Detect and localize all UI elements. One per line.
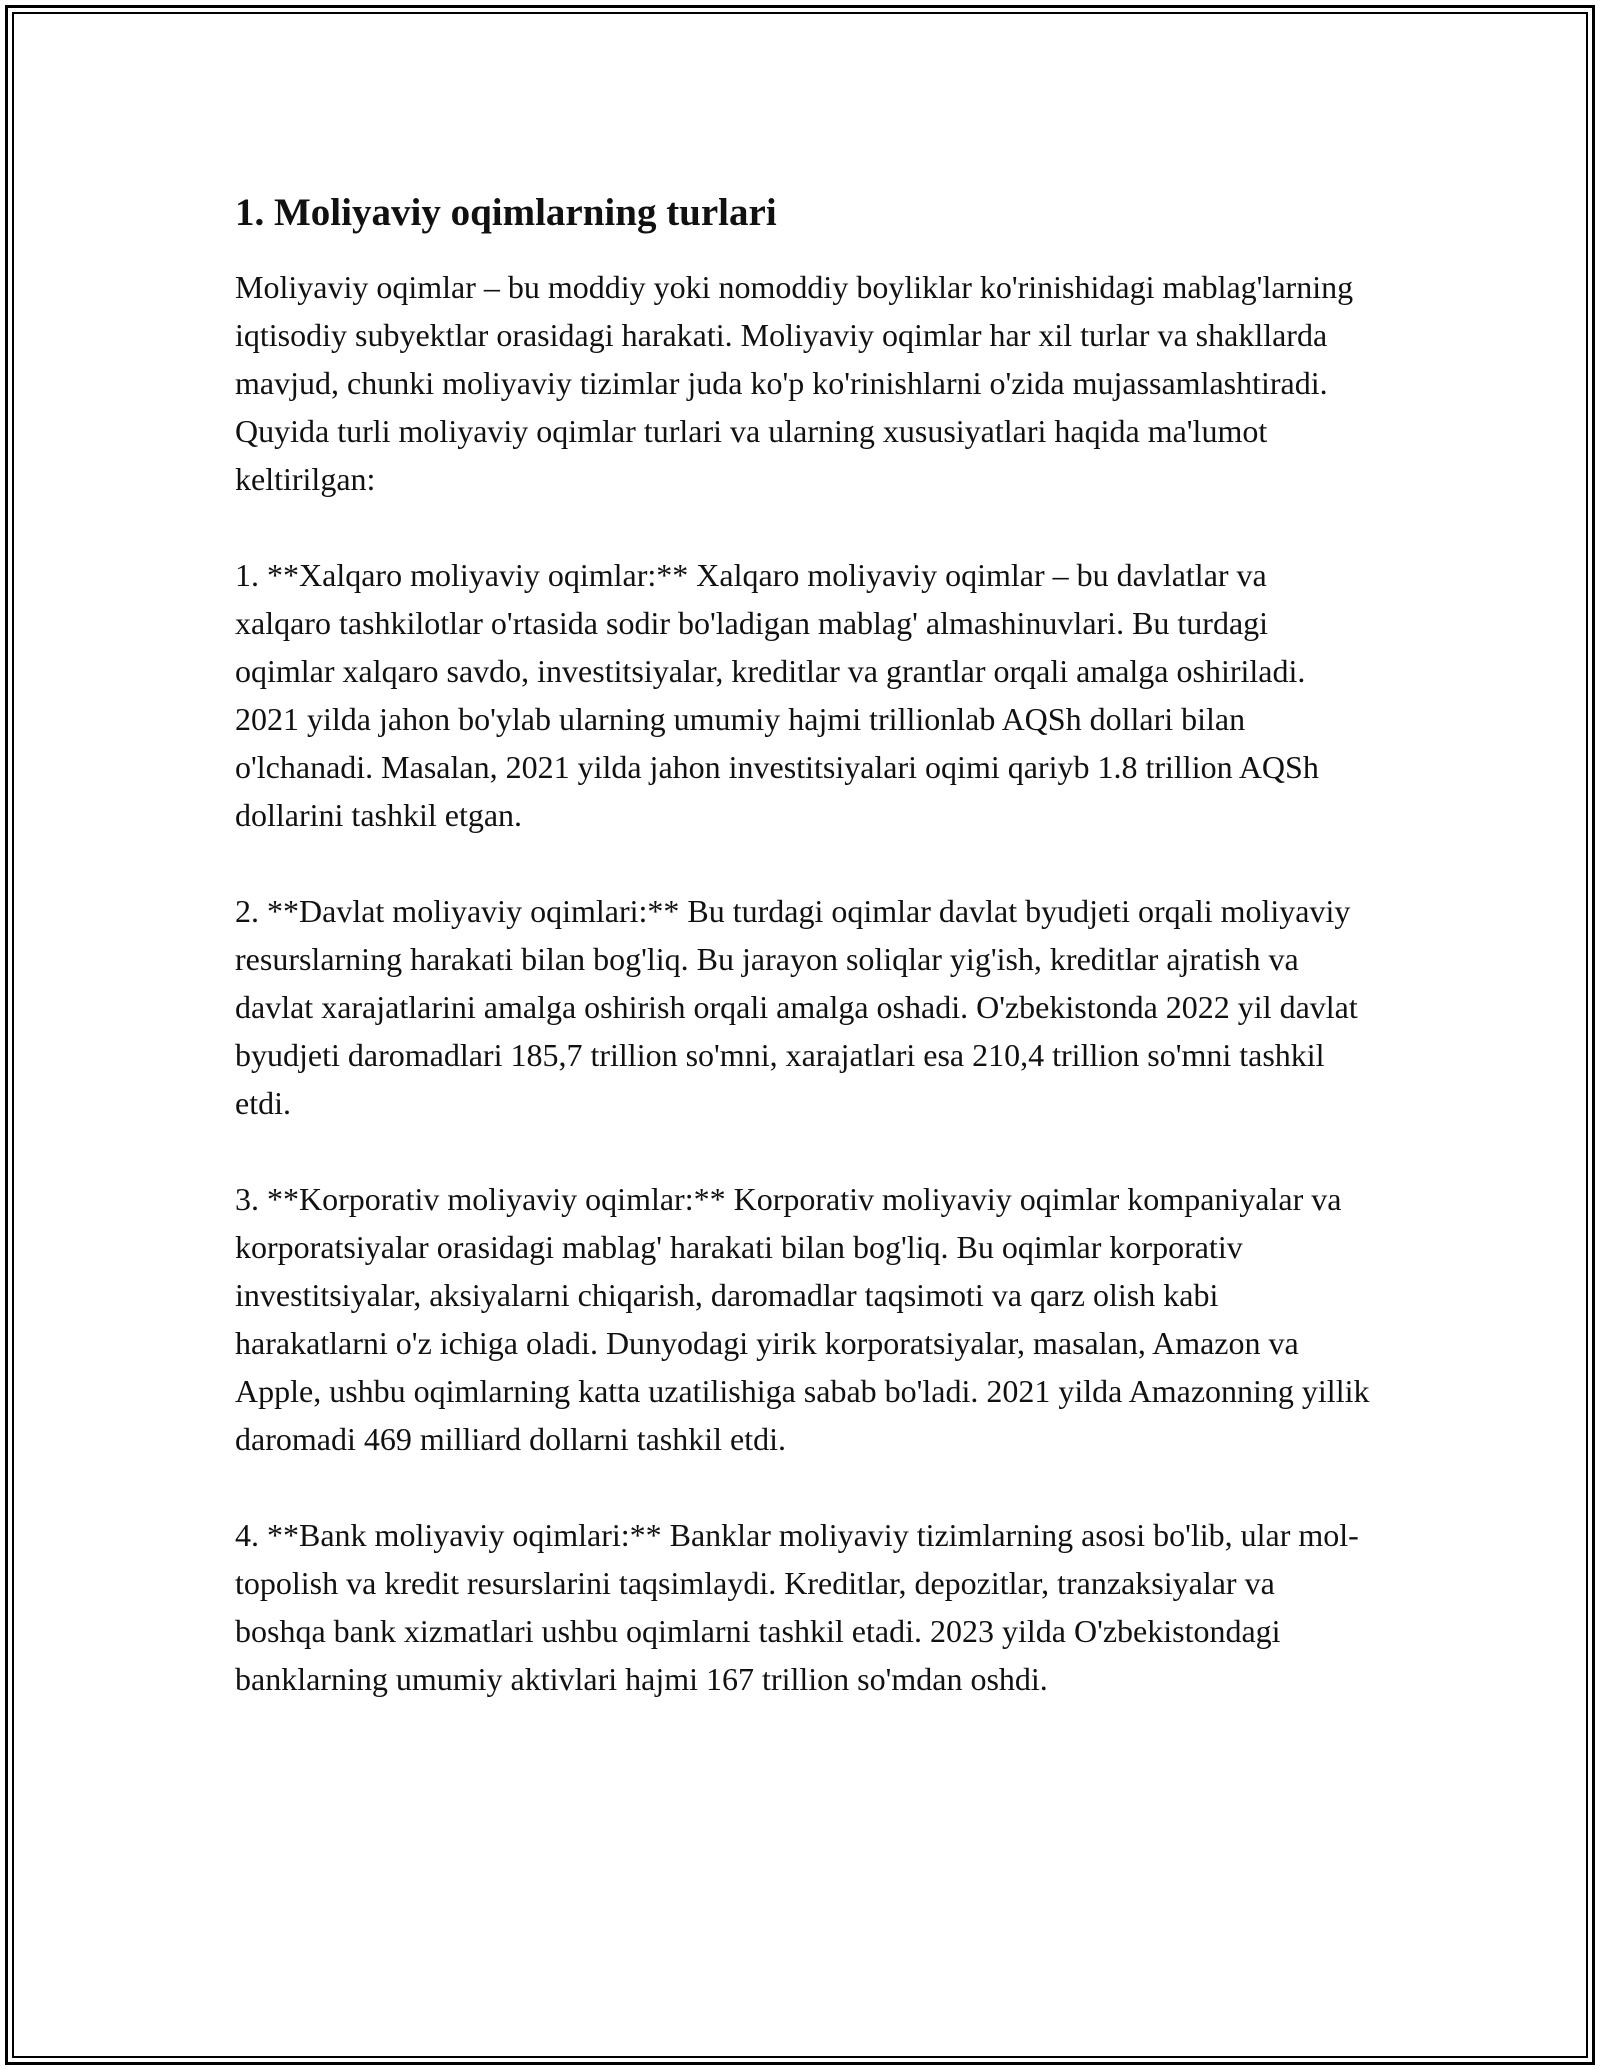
- paragraph-state-flows: 2. **Davlat moliyaviy oqimlari:** Bu turdagi oqimlar davlat byudjeti orqali moliyaviy resurslarning harakati bilan bog'liq. Bu jarayon soliqlar yig'ish, kreditlar ajratish va davlat xarajatlarini amalga oshirish orqali amalga oshadi. O'zbekistonda 2022 yil davlat byudjeti daromadlari 185,7 trillion so'mni, xarajatlari esa 210,4 trillion so'mni tashkil etdi.: [235, 893, 1358, 1121]
- section-heading: 1. Moliyaviy oqimlarning turlari: [235, 191, 777, 234]
- paragraph-international-flows: 1. **Xalqaro moliyaviy oqimlar:** Xalqaro moliyaviy oqimlar – bu davlatlar va xalqaro tashkilotlar o'rtasida sodir bo'ladigan mablag' almashinuvlari. Bu turdagi oqimlar xalqaro savdo, investitsiyalar, kreditlar va grantlar orqali amalga oshiriladi. 2021 yilda jahon bo'ylab ularning umumiy hajmi trillionlab AQSh dollari bilan o'lchanadi. Masalan, 2021 yilda jahon investitsiyalari oqimi qariyb 1.8 trillion AQSh dollarini tashkil etgan.: [235, 557, 1319, 833]
- document-body: [235, 187, 1370, 1703]
- paragraph-corporate-flows: 3. **Korporativ moliyaviy oqimlar:** Korporativ moliyaviy oqimlar kompaniyalar va korporatsiyalar orasidagi mablag' harakati bilan bog'liq. Bu oqimlar korporativ investitsiyalar, aksiyalarni chiqarish, daromadlar taqsimoti va qarz olish kabi harakatlarni o'z ichiga oladi. Dunyodagi yirik korporatsiyalar, masalan, Amazon va Apple, ushbu oqimlarning katta uzatilishiga sabab bo'ladi. 2021 yilda Amazonning yillik daromadi 469 milliard dollarni tashkil etdi.: [235, 1181, 1370, 1457]
- intro-paragraph: Moliyaviy oqimlar – bu moddiy yoki nomoddiy boyliklar ko'rinishidagi mablag'larning iqtisodiy subyektlar orasidagi harakati. Moliyaviy oqimlar har xil turlar va shakllarda mavjud, chunki moliyaviy tizimlar juda ko'p ko'rinishlarni o'zida mujassamlashtiradi. Quyida turli moliyaviy oqimlar turlari va ularning xususiyatlari haqida ma'lumot keltirilgan:: [235, 269, 1354, 497]
- paragraph-bank-flows: 4. **Bank moliyaviy oqimlari:** Banklar moliyaviy tizimlarning asosi bo'lib, ular mol-topolish va kredit resurslarini taqsimlaydi. Kreditlar, depozitlar, tranzaksiyalar va boshqa bank xizmatlari ushbu oqimlarni tashkil etadi. 2023 yilda O'zbekistondagi banklarning umumiy aktivlari hajmi 167 trillion so'mdan oshdi.: [235, 1517, 1359, 1697]
